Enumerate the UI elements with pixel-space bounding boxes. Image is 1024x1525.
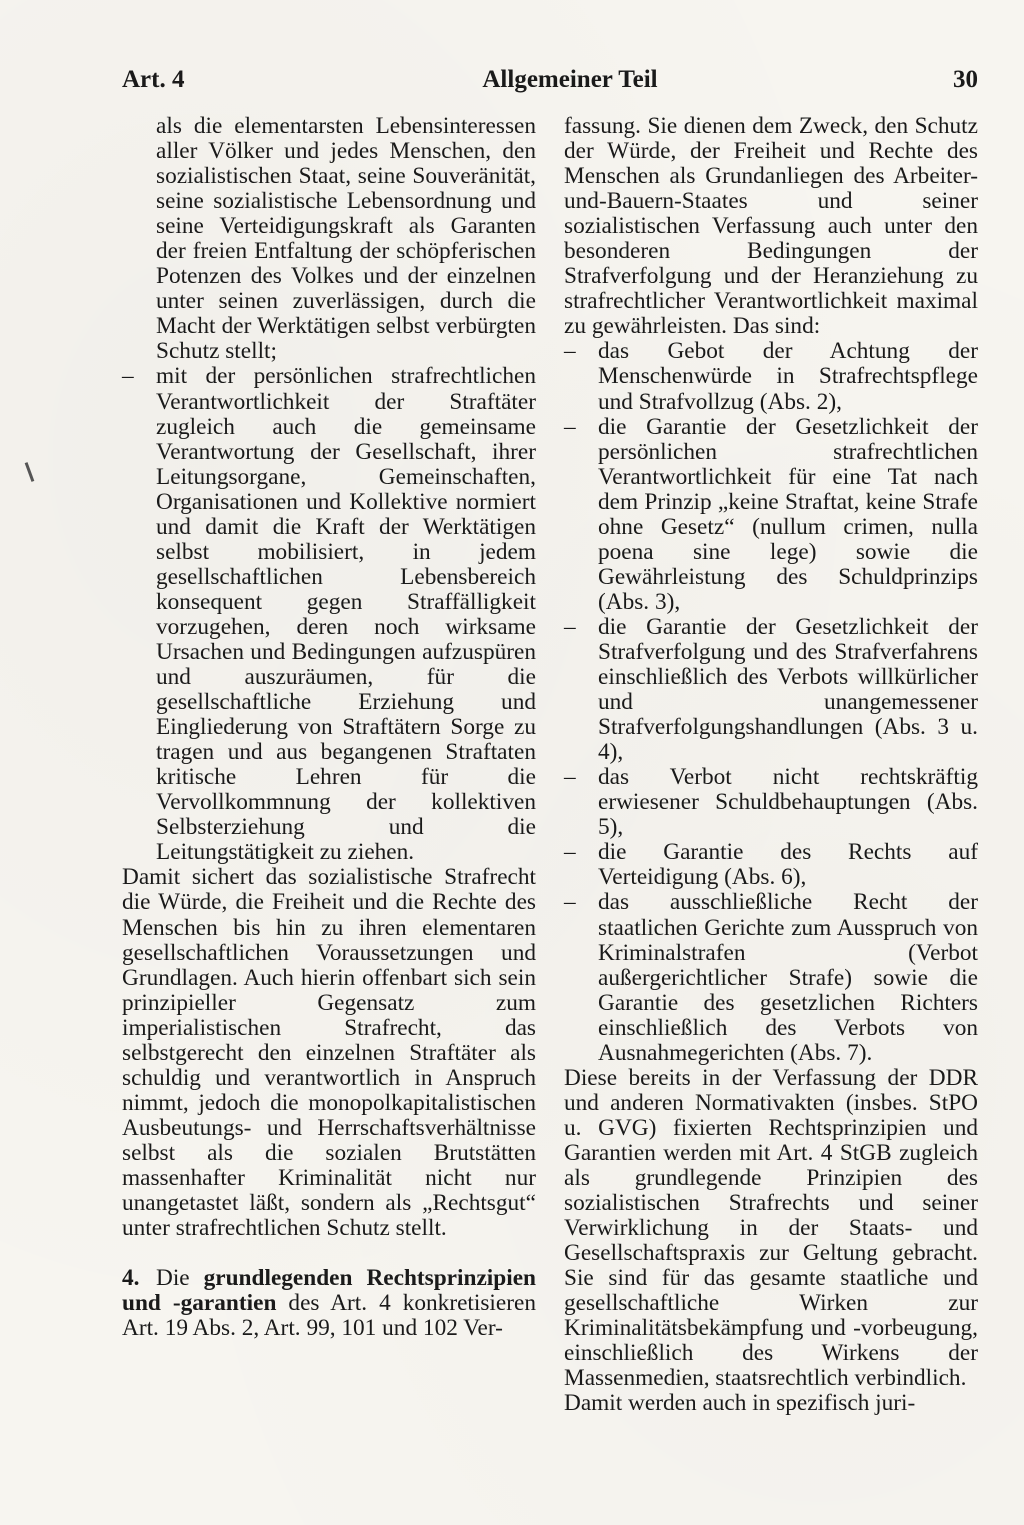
right-column — [564, 114, 978, 1416]
continued-paragraph: als die elementarsten Lebensinteressen aller Völker und jedes Menschen, den sozialistischen Staat, seine Souveränität, seine sozialistische Lebensordnung und seine Verteidigungskraft als Garanten der freien Entfaltung der schöpferischen Potenzen des Volkes und der einzelnen unter seinen zuverlässigen, durch die Macht der Werktätigen selbst verbürgten Schutz stellt; — [156, 113, 536, 365]
section-heading: grundlegenden Rechtsprinzipien und -garantien — [122, 1265, 536, 1317]
section-title: Allgemeiner Teil — [482, 66, 658, 93]
dash-item — [564, 415, 978, 615]
dash-item — [564, 765, 978, 840]
left-column — [122, 114, 536, 1341]
dash-item-text: das ausschließliche Recht der staatlichen Gerichte zum Ausspruch von Kriminalstrafen (Verbot außergerichtlicher Strafe) sowie die Garantie des gesetzlichen Richters einschließlich des Verbots von Ausnahmegerichten (Abs. 7). — [598, 889, 978, 1066]
dash-item — [122, 364, 536, 865]
dash-item-text: mit der persönlichen strafrechtlichen Verantwortlichkeit der Straftäter zugleich auch die gemeinsame Verantwortung der Gesellschaft, ihrer Leitungsorgane, Gemeinschaften, Organisationen und Kollektive normiert und damit die Kraft der Werktätigen selbst mobilisiert, in jedem gesellschaftlichen Lebensbereich konsequent gegen Straffälligkeit vorzugehen, deren noch wirksame Ursachen und Bedingungen aufzuspüren und auszuräumen, für die gesellschaftliche Erziehung und Eingliederung von Straftätern Sorge zu tragen und aus begangenen Straftaten kritische Lehren für die Vervollkommnung der kollektiven Selbsterziehung und die Leitungstätigkeit zu ziehen. — [156, 363, 536, 866]
dash-item-text: das Verbot nicht rechtskräftig erwiesener Schuldbehauptungen (Abs. 5), — [598, 764, 978, 841]
section-4-paragraph — [122, 1266, 536, 1341]
dash-marker: – — [564, 764, 576, 791]
section-text: des Art. 4 konkretisieren Art. 19 Abs. 2, Art. 99, 101 und 102 Ver- — [122, 1290, 536, 1342]
dash-item — [564, 615, 978, 765]
dash-item-text: die Garantie der Gesetzlichkeit der persönlichen strafrechtlichen Verantwortlichkeit für eine Tat nach dem Prinzip „keine Straftat, keine Strafe ohne Gesetz“ (nullum crimen, nulla poena sine lege) sowie die Gewährleistung des Schuldprinzips (Abs. 3), — [598, 413, 978, 615]
section-number: 4. — [122, 1265, 140, 1292]
dash-item-text: die Garantie der Gesetzlichkeit der Strafverfolgung und des Strafverfahrens einschließlich des Verbots willkürlicher und unangemessener Strafverfolgungshandlungen (Abs. 3 u. 4), — [598, 613, 978, 766]
dash-marker: – — [564, 889, 576, 916]
dash-marker: – — [564, 413, 576, 440]
paragraph-last: Damit werden auch in spezifisch juri- — [564, 1390, 916, 1417]
dash-marker: – — [564, 338, 576, 365]
dash-item — [564, 339, 978, 414]
dash-marker: – — [564, 839, 576, 866]
page-header — [122, 66, 978, 102]
page-number: 30 — [953, 66, 978, 93]
paragraph-damit: Damit sichert das sozialistische Strafrecht die Würde, die Freiheit und die Rechte des Menschen bis hin zu ihren elementaren gesellschaftlichen Voraussetzungen und Grundlagen. Auch hierin offenbart sich sein prinzipieller Gegensatz zum imperialistischen Strafrecht, das selbstgerecht den einzelnen Straftäter als schuldig und verantwortlich in Anspruch nimmt, jedoch die monopolkapitalistischen Ausbeutungs- und Herrschaftsverhältnisse selbst als die sozialen Brutstätten massenhafter Kriminalität nicht nur unangetastet läßt, sondern als „Rechtsgut“ unter strafrechtlichen Schutz stellt. — [122, 864, 536, 1242]
article-label: Art. 4 — [122, 66, 185, 93]
paragraph-diese: Diese bereits in der Verfassung der DDR und anderen Normativakten (insbes. StPO u. GVG) fixierten Rechtsprinzipien und Garantien werden mit Art. 4 StGB zugleich als grundlegende Prinzipien des sozialistischen Strafrechts und seiner Verwirklichung in der Staats- und Gesellschaftspraxis zur Geltung gebracht. Sie sind für das gesamte staatliche und gesellschaftliche Wirken zur Kriminalitätsbekämpfung und -vorbeugung, einschließlich des Wirkens der Massenmedien, staatsrechtlich verbindlich. — [564, 1064, 978, 1392]
dash-item-text: die Garantie des Rechts auf Verteidigung (Abs. 6), — [598, 839, 978, 891]
dash-marker: – — [122, 363, 134, 390]
dash-marker: – — [564, 613, 576, 640]
margin-mark — [25, 462, 35, 482]
spacer — [122, 1241, 536, 1266]
dash-item — [564, 840, 978, 890]
continued-paragraph: fassung. Sie dienen dem Zweck, den Schutz der Würde, der Freiheit und Rechte des Menschen als Grundanliegen des Arbeiter-und-Bauern-Staates und seiner sozialistischen Verfassung auch unter den besonderen Bedingungen der Strafverfolgung und der Heranziehung zu strafrechtlicher Verantwortlichkeit maximal zu gewährleisten. Das sind: — [564, 113, 978, 340]
dash-item — [564, 890, 978, 1065]
dash-item-text: das Gebot der Achtung der Menschenwürde in Strafrechtspflege und Strafvollzug (Abs. 2), — [598, 338, 978, 415]
section-lead: Die — [156, 1265, 190, 1292]
